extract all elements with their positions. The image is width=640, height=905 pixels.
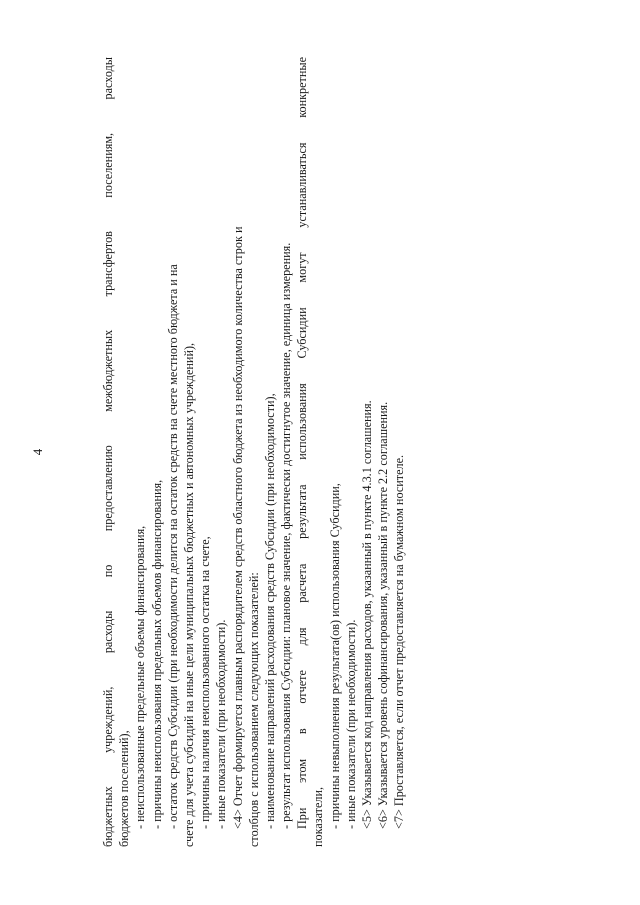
text-line: При этом в отчете для расчета результата использования Субсидии могут устанавливаться конкретные (295, 57, 310, 829)
text-line: - наименование направлений расходования средств Субсидии (при необходимости), (262, 393, 277, 829)
text-line: - причины невыполнения результата(ов) использования Субсидии, (327, 483, 342, 829)
footnote-6-line: <6> Указывается уровень софинансирования, указанный в пункте 2.2 соглашения. (376, 401, 391, 829)
footnote-5-line: <5> Указывается код направления расходов, указанный в пункте 4.3.1 соглашения. (360, 400, 374, 829)
text-line: столбцов с использованием следующих показателей: (246, 572, 261, 847)
text-line: бюджетов поселений), (117, 730, 132, 847)
text-line: - неиспользованные предельные объемы финансирования, (133, 525, 148, 829)
text-line: - остаток средств Субсидии (при необходимости делится на остаток средств на счете местного бюджета и на (165, 264, 180, 829)
text-line: показатели, (311, 786, 326, 847)
text-line: бюджетных учреждений, расходы по предоставлению межбюджетных трансфертов поселениям, расходы (101, 57, 115, 847)
text-line: - причины наличия неиспользованного остатка на счете, (198, 536, 213, 829)
text-line: - результат использования Субсидии: плановое значение, фактически достигнутое значение, единица измерения. (279, 242, 294, 829)
text-line: - причины неиспользования предельных объемов финансирования, (149, 479, 164, 829)
footnotes-text-block (100, 57, 430, 847)
footnote-7-line: <7> Проставляется, если отчет предоставляется на бумажном носителе. (392, 454, 407, 829)
text-line: - иные показатели (при необходимости). (343, 619, 358, 829)
text-line: счете для учета субсидий на иные цели муниципальных бюджетных и автономных учреждений), (181, 342, 196, 847)
text-line: - иные показатели (при необходимости). (214, 619, 229, 829)
page-number: 4 (30, 448, 45, 456)
footnote-4-line: <4> Отчет формируется главным распорядителем средств областного бюджета из необходимого количества строк и (230, 226, 245, 829)
